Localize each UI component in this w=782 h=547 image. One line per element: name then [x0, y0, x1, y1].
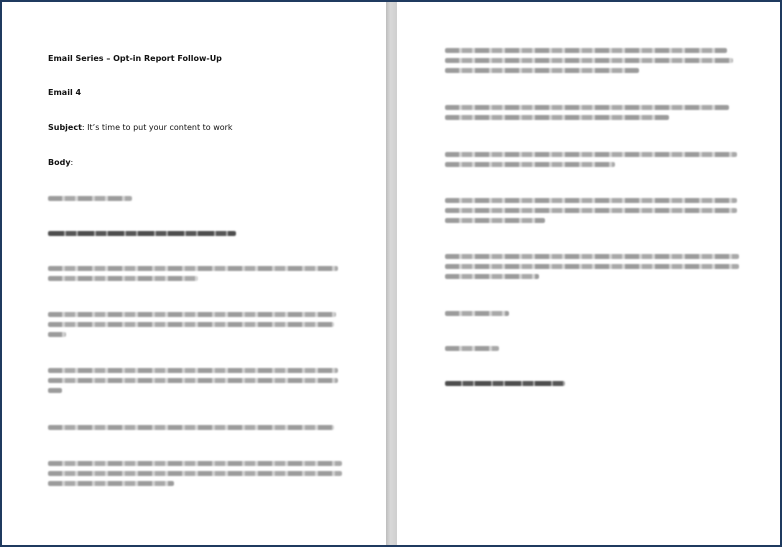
blurred-text-line — [48, 322, 334, 327]
blurred-text-line — [445, 208, 737, 213]
blurred-text-line — [48, 481, 174, 486]
blurred-text-line — [48, 312, 336, 317]
blurred-text-line — [48, 471, 342, 476]
blurred-text-line — [445, 105, 729, 110]
blurred-text-line — [445, 311, 509, 316]
blurred-text-line — [445, 162, 615, 167]
blurred-text-line — [445, 48, 727, 53]
blurred-text-line — [48, 266, 338, 271]
body-suffix: : — [70, 158, 74, 167]
subject-text: : It’s time to put your content to work — [81, 123, 233, 132]
blurred-text-line — [445, 68, 639, 73]
body-label: Body — [48, 158, 71, 167]
blurred-text-line — [445, 264, 739, 269]
blurred-text-line — [48, 425, 334, 430]
email-number: Email 4 — [48, 88, 82, 97]
blurred-text-line — [445, 115, 669, 120]
blurred-text-line — [445, 274, 539, 279]
blurred-text-line — [445, 58, 733, 63]
series-title: Email Series – Opt-in Report Follow-Up — [48, 54, 222, 63]
blurred-text-line — [445, 381, 565, 386]
blurred-text-line — [48, 461, 342, 466]
blurred-text-line — [48, 388, 62, 393]
blurred-text-line — [48, 332, 66, 337]
page-right — [397, 2, 780, 545]
blurred-text-line — [48, 368, 338, 373]
blurred-text-line — [445, 152, 737, 157]
blurred-text-line — [48, 276, 198, 281]
body-line — [48, 158, 73, 168]
blurred-text-line — [445, 254, 739, 259]
blurred-text-line — [445, 198, 737, 203]
blurred-text-line — [48, 231, 236, 236]
blurred-text-line — [445, 218, 545, 223]
blurred-text-line — [445, 346, 499, 351]
blurred-text-line — [48, 378, 338, 383]
page-left — [2, 2, 386, 545]
page-gutter — [386, 2, 397, 545]
subject-label: Subject — [48, 123, 82, 132]
blurred-text-line — [48, 196, 132, 201]
subject-line — [48, 123, 233, 133]
